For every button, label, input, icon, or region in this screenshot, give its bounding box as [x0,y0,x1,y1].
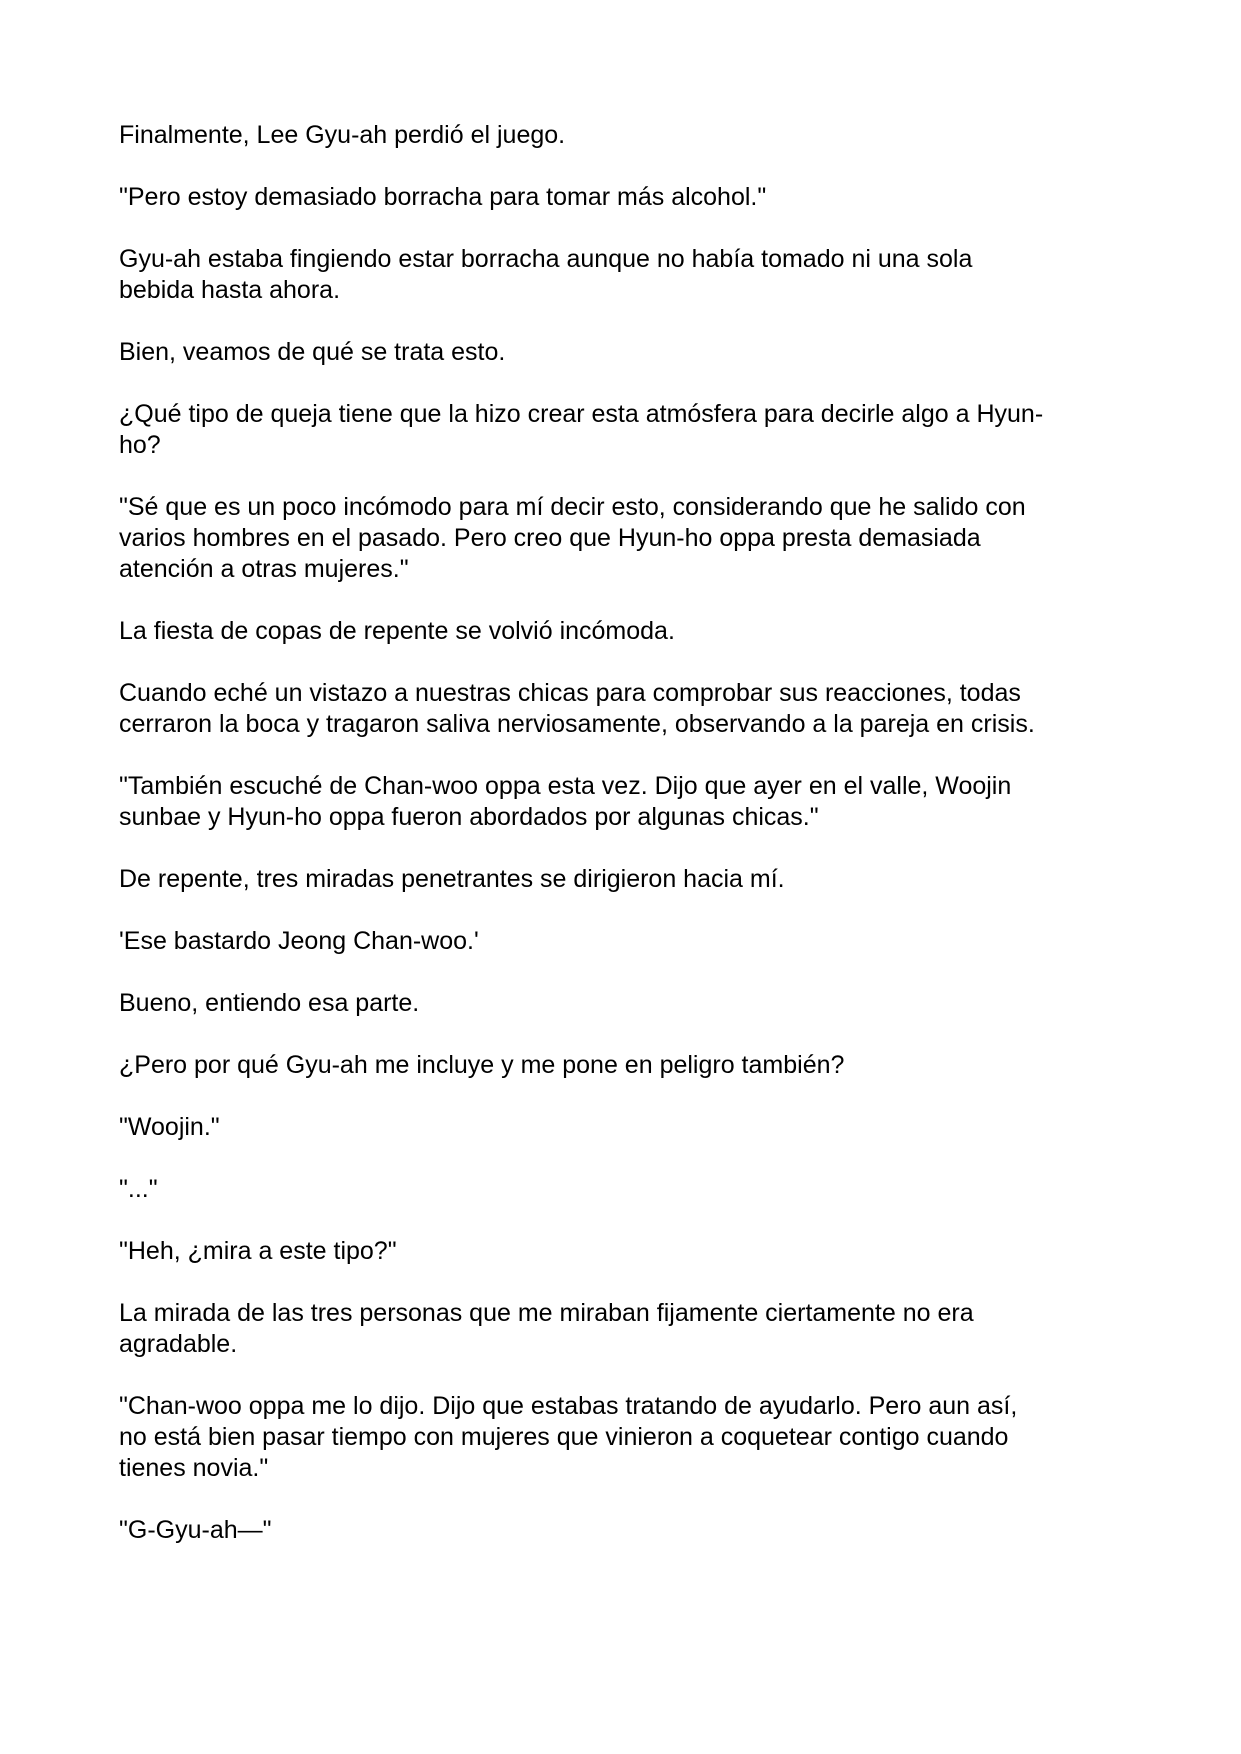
text-line: "Heh, ¿mira a este tipo?" [119,1237,397,1265]
text-line: "Chan-woo oppa me lo dijo. Dijo que estabas tratando de ayudarlo. Pero aun así, [119,1392,1018,1420]
paragraph [119,337,1129,368]
text-line: "G-Gyu-ah—" [119,1516,272,1544]
text-line: Bien, veamos de qué se trata esto. [119,338,506,366]
paragraph [119,678,1129,740]
paragraph [119,771,1129,833]
text-line: no está bien pasar tiempo con mujeres que vinieron a coquetear contigo cuando [119,1423,1009,1451]
paragraph [119,1298,1129,1360]
paragraph [119,926,1129,957]
paragraph [119,399,1129,461]
paragraph [119,616,1129,647]
text-line: ¿Qué tipo de queja tiene que la hizo crear esta atmósfera para decirle algo a Hyun- [119,400,1044,428]
paragraph [119,1515,1129,1546]
text-line: Gyu-ah estaba fingiendo estar borracha aunque no había tomado ni una sola [119,245,973,273]
text-line: La mirada de las tres personas que me miraban fijamente ciertamente no era [119,1299,974,1327]
text-line: Finalmente, Lee Gyu-ah perdió el juego. [119,121,566,149]
text-line: "También escuché de Chan-woo oppa esta vez. Dijo que ayer en el valle, Woojin [119,772,1012,800]
paragraph [119,1174,1129,1205]
paragraph [119,244,1129,306]
text-line: atención a otras mujeres." [119,555,409,583]
text-line: "Pero estoy demasiado borracha para tomar más alcohol." [119,183,767,211]
paragraph [119,1050,1129,1081]
text-line: Bueno, entiendo esa parte. [119,989,420,1017]
paragraph [119,182,1129,213]
text-line: ¿Pero por qué Gyu-ah me incluye y me pone en peligro también? [119,1051,845,1079]
text-line: bebida hasta ahora. [119,276,341,304]
text-line: tienes novia." [119,1454,269,1482]
paragraph [119,492,1129,585]
text-line: "Woojin." [119,1113,220,1141]
paragraph [119,864,1129,895]
paragraph [119,120,1129,151]
document-body [119,120,1129,1577]
text-line: "..." [119,1175,158,1203]
paragraph [119,1112,1129,1143]
text-line: 'Ese bastardo Jeong Chan-woo.' [119,927,479,955]
text-line: varios hombres en el pasado. Pero creo que Hyun-ho oppa presta demasiada [119,524,981,552]
text-line: agradable. [119,1330,238,1358]
text-line: "Sé que es un poco incómodo para mí decir esto, considerando que he salido con [119,493,1026,521]
text-line: cerraron la boca y tragaron saliva nerviosamente, observando a la pareja en crisis. [119,710,1035,738]
paragraph [119,1391,1129,1484]
paragraph [119,988,1129,1019]
text-line: ho? [119,431,161,459]
text-line: sunbae y Hyun-ho oppa fueron abordados por algunas chicas." [119,803,819,831]
paragraph [119,1236,1129,1267]
text-line: Cuando eché un vistazo a nuestras chicas para comprobar sus reacciones, todas [119,679,1021,707]
text-line: La fiesta de copas de repente se volvió incómoda. [119,617,675,645]
text-line: De repente, tres miradas penetrantes se dirigieron hacia mí. [119,865,785,893]
